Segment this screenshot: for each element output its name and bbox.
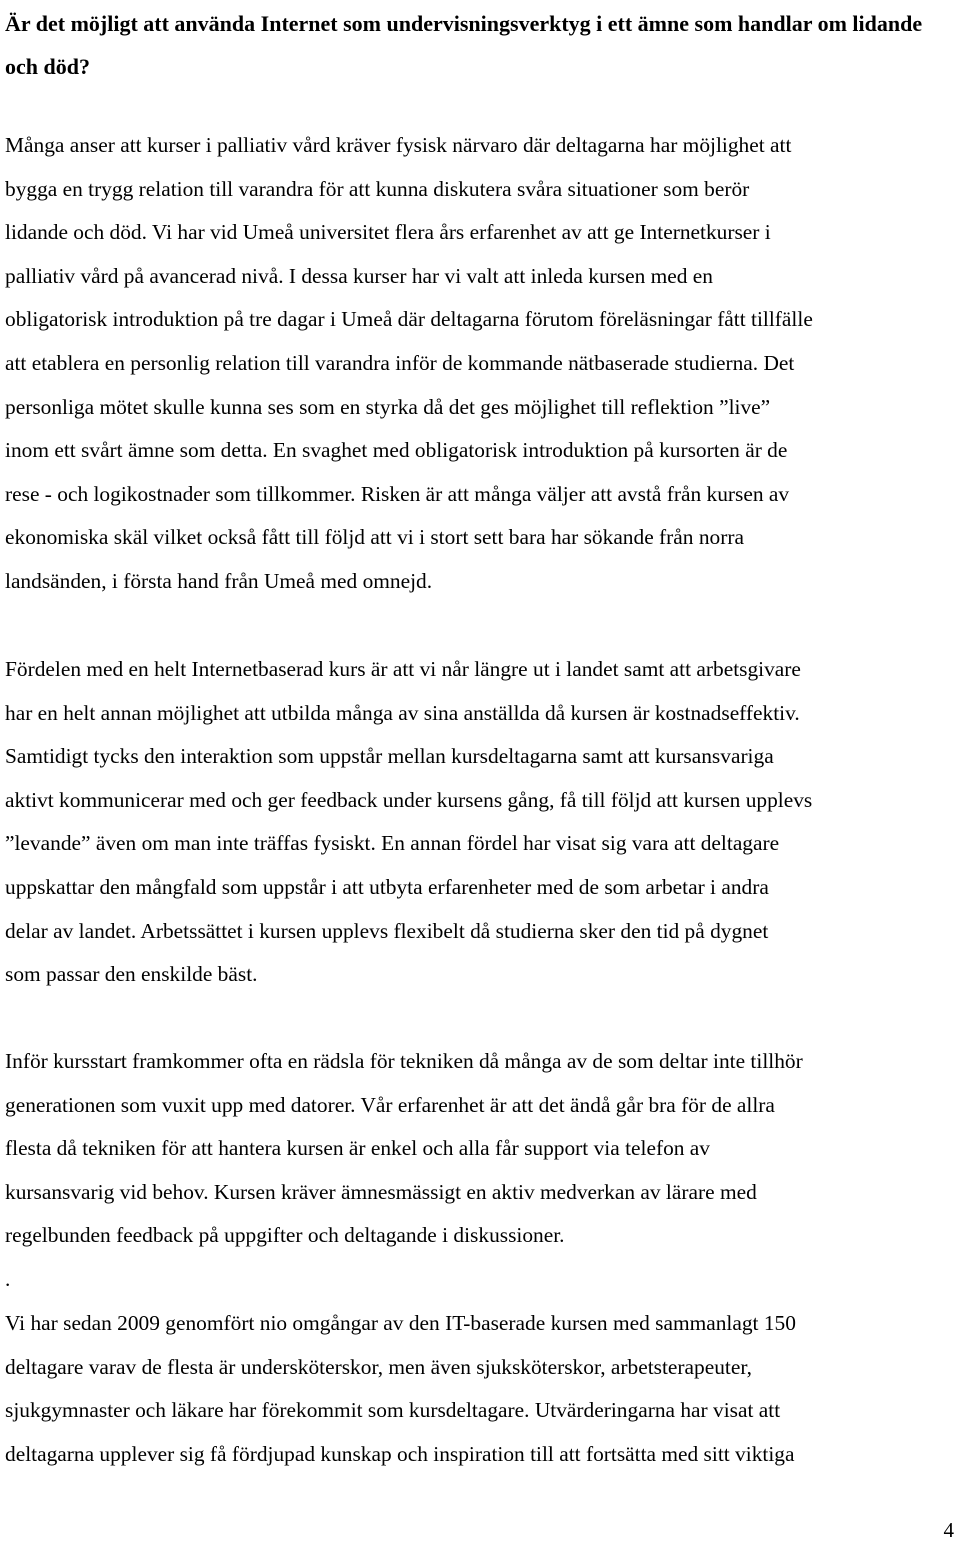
- page-number: 4: [943, 1518, 954, 1542]
- paragraph-4: .: [5, 1267, 11, 1291]
- paragraph-3: Inför kursstart framkommer ofta en rädsla för tekniken då många av de som deltar inte tillhör generationen som vuxit upp med datorer. Vår erfarenhet är att det ändå går bra för de allra flesta då tekniken för att hantera kursen är enkel och alla får support via telefon av kursansvarig vid behov. Kursen kräver ämnesmässigt en aktiv medverkan av lärare med regelbunden feedback på uppgifter och deltagande i diskussioner.: [5, 1049, 803, 1248]
- paragraph-1: Många anser att kurser i palliativ vård kräver fysisk närvaro där deltagarna har möjlighet att bygga en trygg relation till varandra för att kunna diskutera svåra situationer som berör lidande och död. Vi har vid Umeå universitet flera års erfarenhet av att ge Internetkurser i palliativ vård på avancerad nivå. I dessa kurser har vi valt att inleda kursen med en obligatorisk introduktion på tre dagar i Umeå där deltagarna förutom föreläsningar fått tillfälle att etablera en personlig relation till varandra inför de kommande nätbaserade studierna. Det personliga mötet skulle kunna ses som en styrka då det ges möjlighet till reflektion ”live” inom ett svårt ämne som detta. En svaghet med obligatorisk introduktion på kursorten är de rese - och logikostnader som tillkommer. Risken är att många väljer att avstå från kursen av ekonomiska skäl vilket också fått till följd att vi i stort sett bara har sökande från norra landsänden, i första hand från Umeå med omnejd.: [5, 133, 813, 593]
- paragraph-5: Vi har sedan 2009 genomfört nio omgångar av den IT-baserade kursen med sammanlagt 150 deltagare varav de flesta är undersköterskor, men även sjuksköterskor, arbetsterapeuter, sjukgymnaster och läkare har förekommit som kursdeltagare. Utvärderingarna har visat att deltagarna upplever sig få fördjupad kunskap och inspiration till att fortsätta med sitt viktiga: [5, 1311, 796, 1466]
- document-title: Är det möjligt att använda Internet som undervisningsverktyg i ett ämne som handlar om lidande och död?: [5, 11, 923, 79]
- paragraph-2: Fördelen med en helt Internetbaserad kurs är att vi når längre ut i landet samt att arbetsgivare har en helt annan möjlighet att utbilda många av sina anställda då kursen är kostnadseffektiv. Samtidigt tycks den interaktion som uppstår mellan kursdeltagarna samt att kursansvariga aktivt kommunicerar med och ger feedback under kursens gång, få till följd att kursen upplevs ”levande” även om man inte träffas fysiskt. En annan fördel har visat sig vara att deltagare uppskattar den mångfald som uppstår i att utbyta erfarenheter med de som arbetar i andra delar av landet. Arbetssättet i kursen upplevs flexibelt då studierna sker den tid på dygnet som passar den enskilde bäst.: [5, 657, 813, 987]
